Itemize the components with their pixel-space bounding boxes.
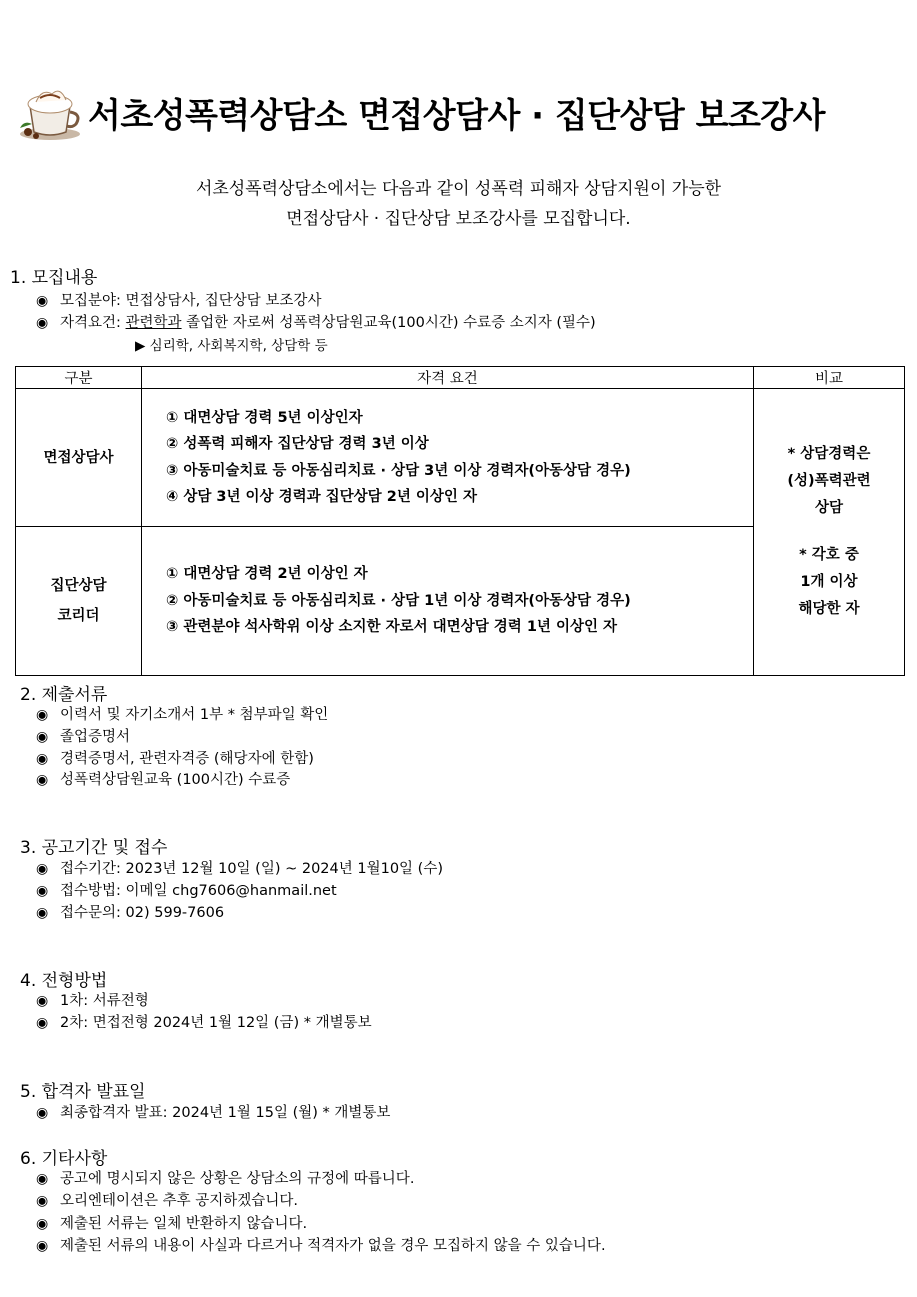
qual-sub-note: ▶ 심리학, 사회복지학, 상담학 등 [135,338,328,354]
list-item-text: 제출된 서류는 일체 반환하지 않습니다. [60,1216,308,1232]
bullet-icon: ◉ [36,1015,49,1031]
list-item-text: 공고에 명시되지 않은 상황은 상담소의 규정에 따릅니다. [60,1171,415,1187]
field-label: 모집분야: [60,293,121,309]
section-4-heading: 4. 전형방법 [20,971,108,991]
requirements-table [15,366,905,676]
requirement-item: ① 대면상담 경력 2년 이상인 자 [166,566,368,583]
list-item-text: 접수문의: 02) 599-7606 [60,905,225,921]
note-line: 상담 [814,500,843,516]
note-line: (성)폭력관련 [787,473,871,489]
bullet-icon: ◉ [36,883,49,899]
qual-label: 자격요건: [60,315,121,331]
requirement-item: ③ 아동미술치료 등 아동심리치료 · 상담 3년 이상 경력자(아동상담 경우) [166,462,631,479]
list-item [36,901,224,922]
bullet-icon: ◉ [36,707,49,723]
header-note: 비교 [754,367,905,389]
qual-rest: 졸업한 자로써 성폭력상담원교육(100시간) 수료증 소지자 (필수) [181,315,596,331]
requirement-item: ① 대면상담 경력 5년 이상인자 [166,409,363,426]
intro-line-1: 서초성폭력상담소에서는 다음과 같이 성폭력 피해자 상담지원이 가능한 [195,179,722,199]
section-6-heading: 6. 기타사항 [20,1149,108,1169]
list-item-text: 1차: 서류전형 [60,993,149,1009]
list-item [36,1167,414,1188]
list-item [36,1189,298,1210]
header-requirements: 자격 요건 [142,367,754,389]
note-line: 해당한 자 [798,601,860,617]
section-3-heading: 3. 공고기간 및 접수 [20,838,168,858]
category-cell [16,389,142,527]
bullet-icon: ◉ [36,751,49,767]
bullet-icon: ◉ [36,772,49,788]
category-cell [16,527,142,676]
list-item-text: 졸업증명서 [60,729,131,745]
qual-underlined: 관련학과 [125,315,182,331]
list-item [36,703,328,724]
list-item [36,747,314,768]
list-item [36,1212,307,1233]
category-label: 면접상담사 [43,449,114,466]
requirements-cell [142,389,754,527]
category-label: 집단상담 [50,578,107,594]
bullet-icon: ◉ [36,1105,49,1121]
qualification-item [36,311,596,332]
bullet-icon: ◉ [36,729,49,745]
recruit-field-item [36,289,321,310]
coffee-cup-icon [16,84,86,142]
bullet-icon: ◉ [36,1193,49,1209]
note-line: * 각호 중 [799,547,859,563]
requirement-item: ③ 관련분야 석사학위 이상 소지한 자로서 대면상담 경력 1년 이상인 자 [166,619,618,636]
bullet-icon: ◉ [36,905,49,921]
header-category: 구분 [16,367,142,389]
list-item-text: 접수방법: 이메일 chg7606@hanmail.net [60,883,337,899]
requirement-item: ④ 상담 3년 이상 경력과 집단상담 2년 이상인 자 [166,489,477,505]
bullet-icon: ◉ [36,1238,49,1254]
category-label: 코리더 [57,608,100,624]
requirement-item: ② 성폭력 피해자 집단상담 경력 3년 이상 [166,436,429,452]
list-item-text: 접수기간: 2023년 12월 10일 (일) ~ 2024년 1월10일 (수) [60,861,443,877]
section-5-heading: 5. 합격자 발표일 [20,1082,146,1102]
list-item-text: 이력서 및 자기소개서 1부 * 첨부파일 확인 [60,707,329,723]
list-item-text: 성폭력상담원교육 (100시간) 수료증 [60,772,291,788]
list-item-text: 최종합격자 발표: 2024년 1월 15일 (월) * 개별통보 [60,1105,391,1121]
table-row [16,389,905,527]
note-spacer [754,522,904,542]
list-item [36,768,290,789]
section-1-heading: 1. 모집내용 [10,268,98,288]
table-header-row [16,367,905,389]
list-item-text: 제출된 서류의 내용이 사실과 다르거나 적격자가 없을 경우 모집하지 않을 수 있습니다. [60,1238,606,1254]
bullet-icon: ◉ [36,1216,49,1232]
bullet-icon: ◉ [36,993,49,1009]
bullet-icon: ◉ [36,861,49,877]
list-item-text: 경력증명서, 관련자격증 (해당자에 한함) [60,751,314,767]
field-value: 면접상담사, 집단상담 보조강사 [125,293,322,309]
intro-line-2: 면접상담사 · 집단상담 보조강사를 모집합니다. [286,209,631,229]
list-item [36,725,130,746]
requirement-item: ② 아동미술치료 등 아동심리치료 · 상담 1년 이상 경력자(아동상담 경우) [166,592,631,609]
list-item [36,879,337,900]
list-item [36,1234,606,1255]
note-cell [754,389,905,676]
list-item [36,1101,390,1122]
list-item-text: 오리엔테이션은 추후 공지하겠습니다. [60,1193,298,1209]
list-item [36,1011,372,1032]
title-row [16,84,896,144]
bullet-icon: ◉ [36,315,49,331]
note-line: 1개 이상 [800,574,858,590]
note-line: * 상담경력은 [787,446,871,462]
requirements-cell [142,527,754,676]
list-item-text: 2차: 면접전형 2024년 1월 12일 (금) * 개별통보 [60,1015,372,1031]
list-item [36,857,443,878]
list-item [36,989,149,1010]
section-2-heading: 2. 제출서류 [20,685,108,705]
page-title: 서초성폭력상담소 면접상담사 · 집단상담 보조강사 [88,96,825,136]
bullet-icon: ◉ [36,293,49,309]
bullet-icon: ◉ [36,1171,49,1187]
